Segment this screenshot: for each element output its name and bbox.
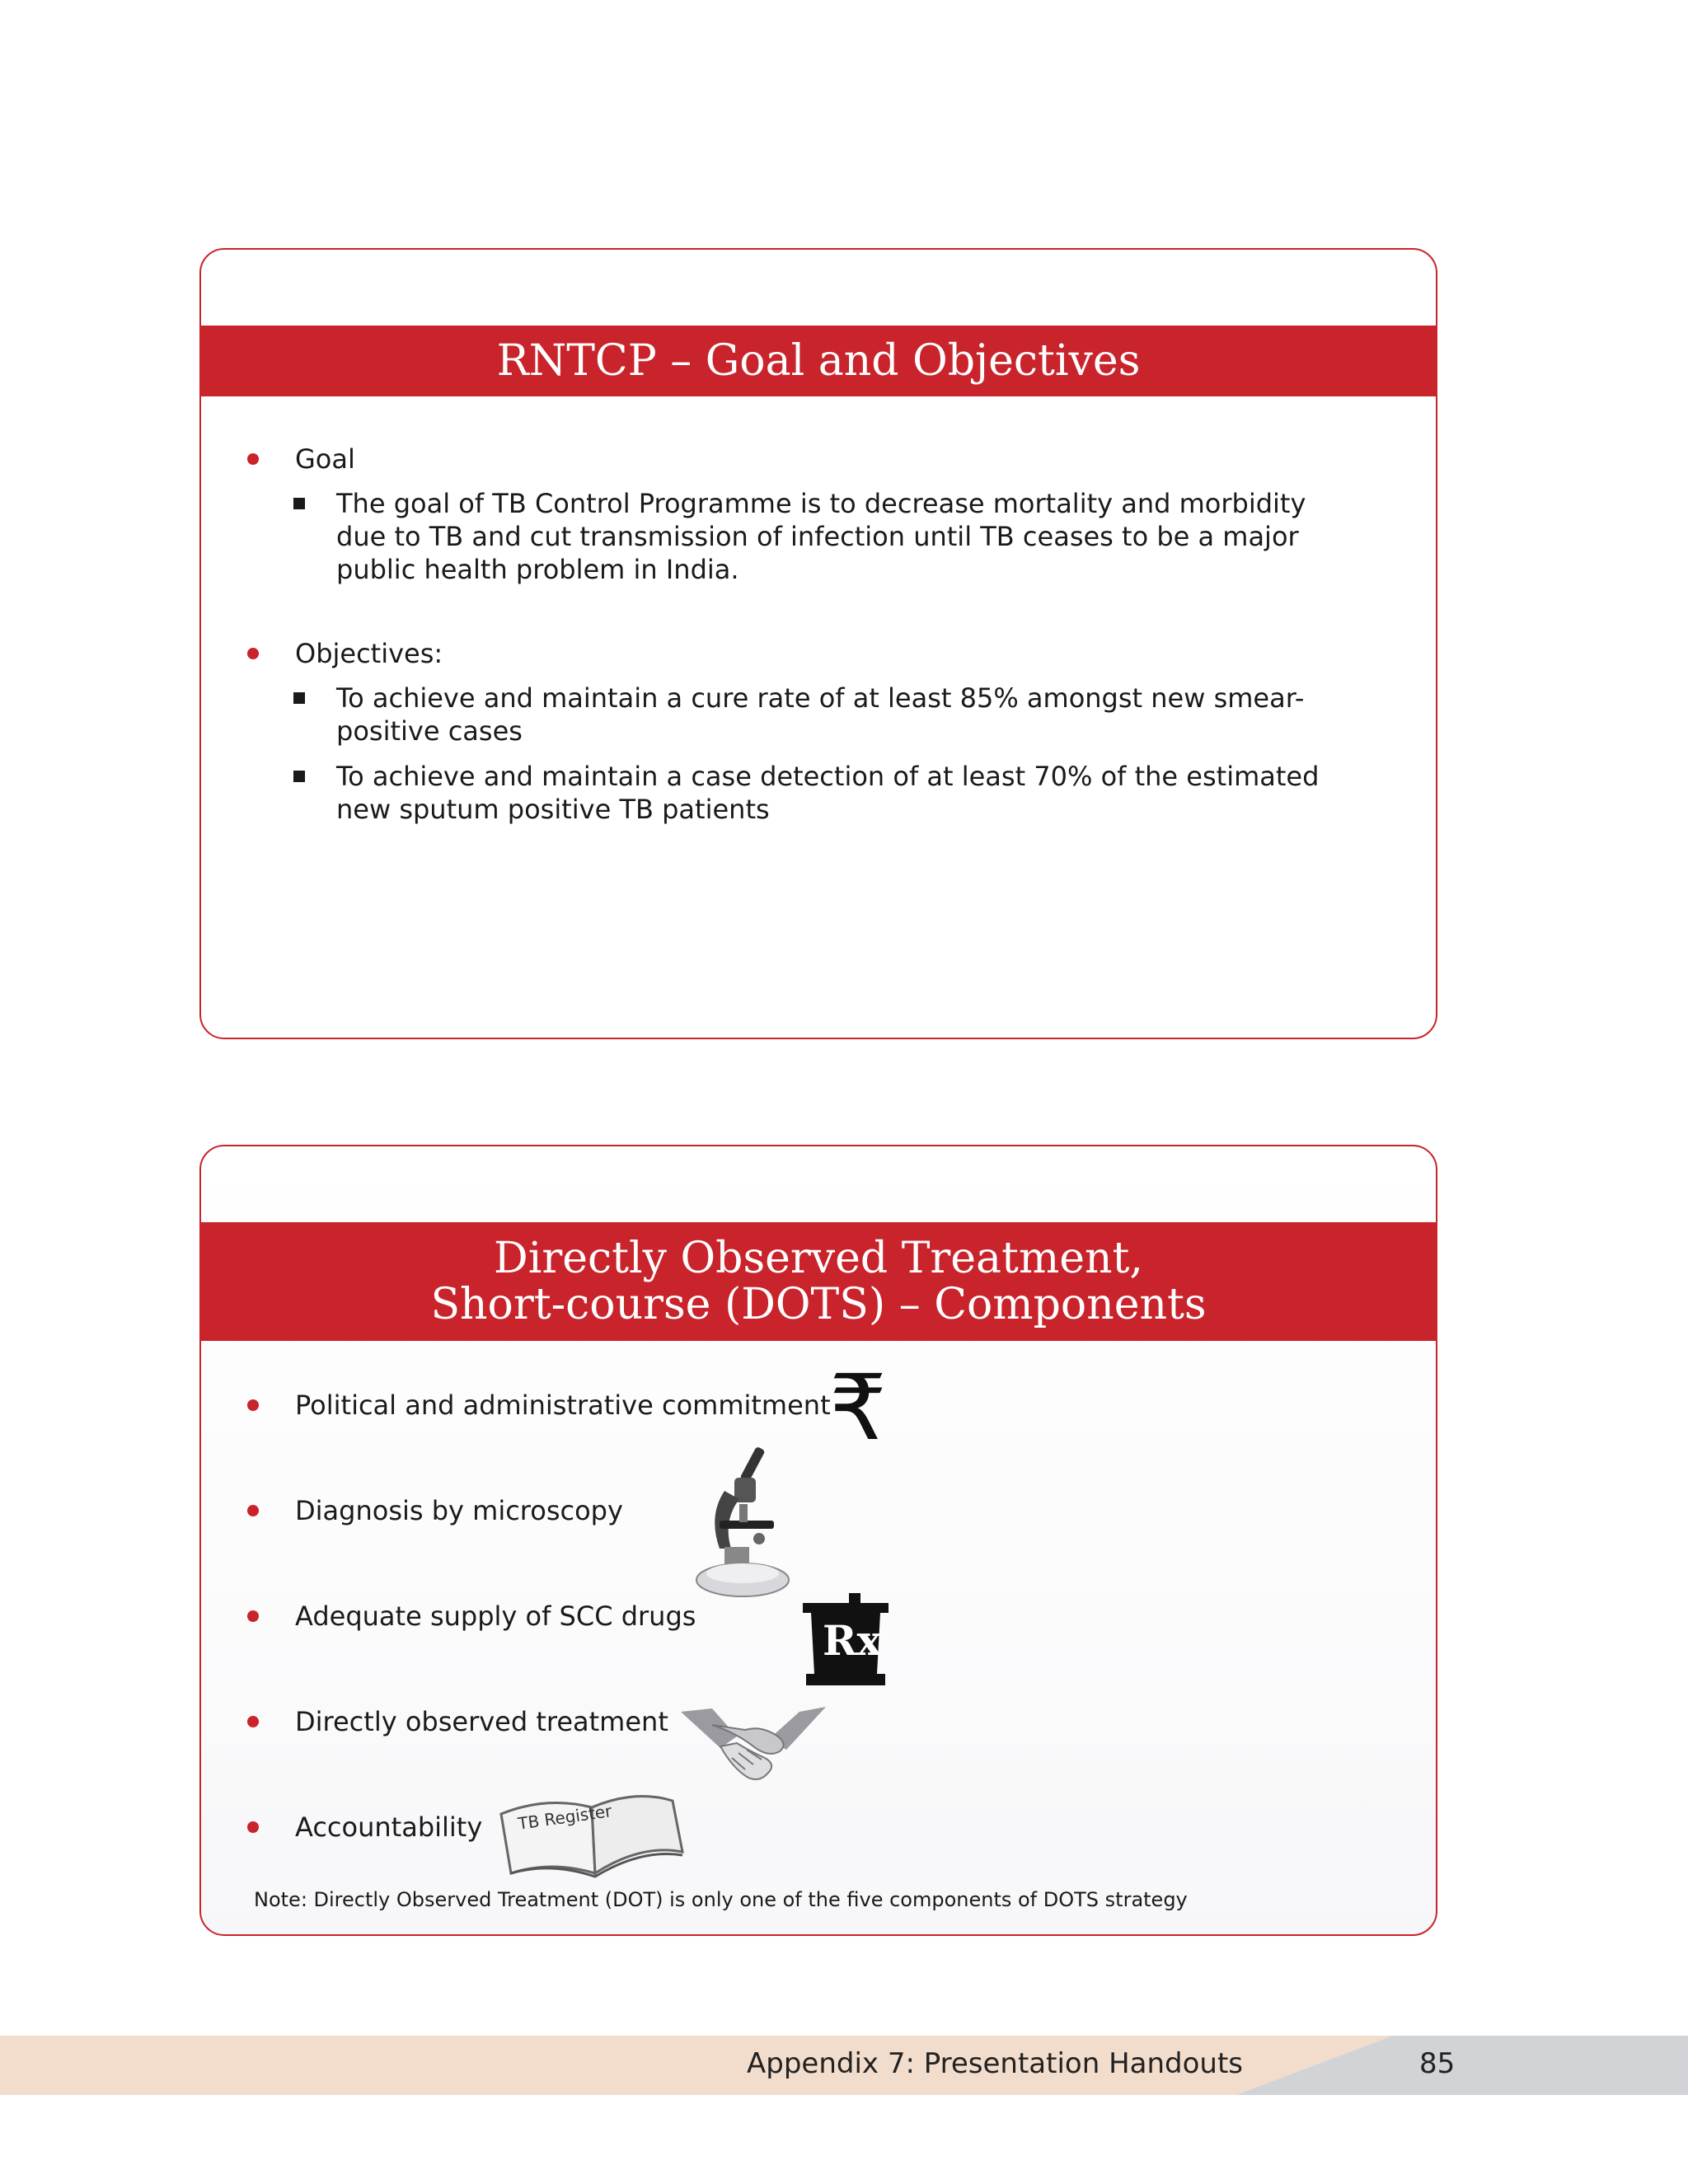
microscope-icon bbox=[692, 1441, 799, 1606]
component-label: Directly observed treatment bbox=[295, 1706, 668, 1737]
component-item bbox=[247, 1811, 482, 1844]
bullet-dot-icon bbox=[247, 648, 259, 659]
tb-register-icon bbox=[496, 1783, 686, 1882]
objective-text: To achieve and maintain a cure rate of at least 85% amongst new smear-positive cases bbox=[336, 682, 1305, 747]
rx-mortar-icon bbox=[799, 1591, 892, 1687]
bullet-dot-icon bbox=[247, 1821, 259, 1833]
rupee-icon: ₹ bbox=[829, 1355, 887, 1460]
slide-goal-objectives bbox=[199, 248, 1437, 1039]
note-text: Note: Directly Observed Treatment (DOT) is only one of the five components of DOTS strategy bbox=[254, 1888, 1188, 1911]
slide-title-text: RNTCP – Goal and Objectives bbox=[496, 336, 1141, 386]
component-label: Diagnosis by microscopy bbox=[295, 1495, 623, 1526]
square-bullet-icon bbox=[293, 771, 305, 782]
component-item bbox=[247, 1389, 831, 1422]
component-item bbox=[247, 1600, 696, 1633]
footer-section: Appendix 7: Presentation Handouts bbox=[747, 2047, 1244, 2080]
rx-label: Rx bbox=[823, 1616, 882, 1665]
register-label: TB Register bbox=[516, 1801, 613, 1834]
objective-text: To achieve and maintain a case detection of at least 70% of the estimated new sputum positive TB patients bbox=[336, 761, 1320, 825]
component-label: Adequate supply of SCC drugs bbox=[295, 1601, 696, 1632]
component-item bbox=[247, 1494, 623, 1527]
component-label: Accountability bbox=[295, 1811, 483, 1843]
bullet-dot-icon bbox=[247, 1716, 259, 1727]
component-item bbox=[247, 1705, 668, 1738]
square-bullet-icon bbox=[293, 498, 305, 509]
bullet-dot-icon bbox=[247, 1610, 259, 1622]
slide-title bbox=[201, 326, 1436, 396]
bullet-dot-icon bbox=[247, 453, 259, 465]
slide-title bbox=[201, 1222, 1436, 1341]
slide-title-line-2: Short-course (DOTS) – Components bbox=[430, 1280, 1207, 1329]
bullet-dot-icon bbox=[247, 1399, 259, 1411]
sub-bullet-objective-2 bbox=[293, 760, 1348, 826]
page-number: 85 bbox=[1419, 2047, 1456, 2080]
goal-text: The goal of TB Control Programme is to decrease mortality and morbidity due to TB and cut transmission of infection until TB ceases to be a major public health problem in India. bbox=[336, 488, 1306, 585]
slide-dots-components bbox=[199, 1145, 1437, 1936]
sub-bullet-objective-1 bbox=[293, 682, 1348, 748]
slide-title-line-1: Directly Observed Treatment, bbox=[494, 1234, 1143, 1283]
bullet-goal bbox=[247, 443, 355, 476]
bullet-dot-icon bbox=[247, 1505, 259, 1516]
goal-label: Goal bbox=[295, 443, 355, 475]
objectives-label: Objectives: bbox=[295, 638, 443, 669]
square-bullet-icon bbox=[293, 692, 305, 704]
sub-bullet-goal bbox=[293, 487, 1348, 586]
handshake-icon bbox=[679, 1700, 828, 1786]
bullet-objectives bbox=[247, 637, 443, 670]
component-label: Political and administrative commitment bbox=[295, 1390, 831, 1421]
